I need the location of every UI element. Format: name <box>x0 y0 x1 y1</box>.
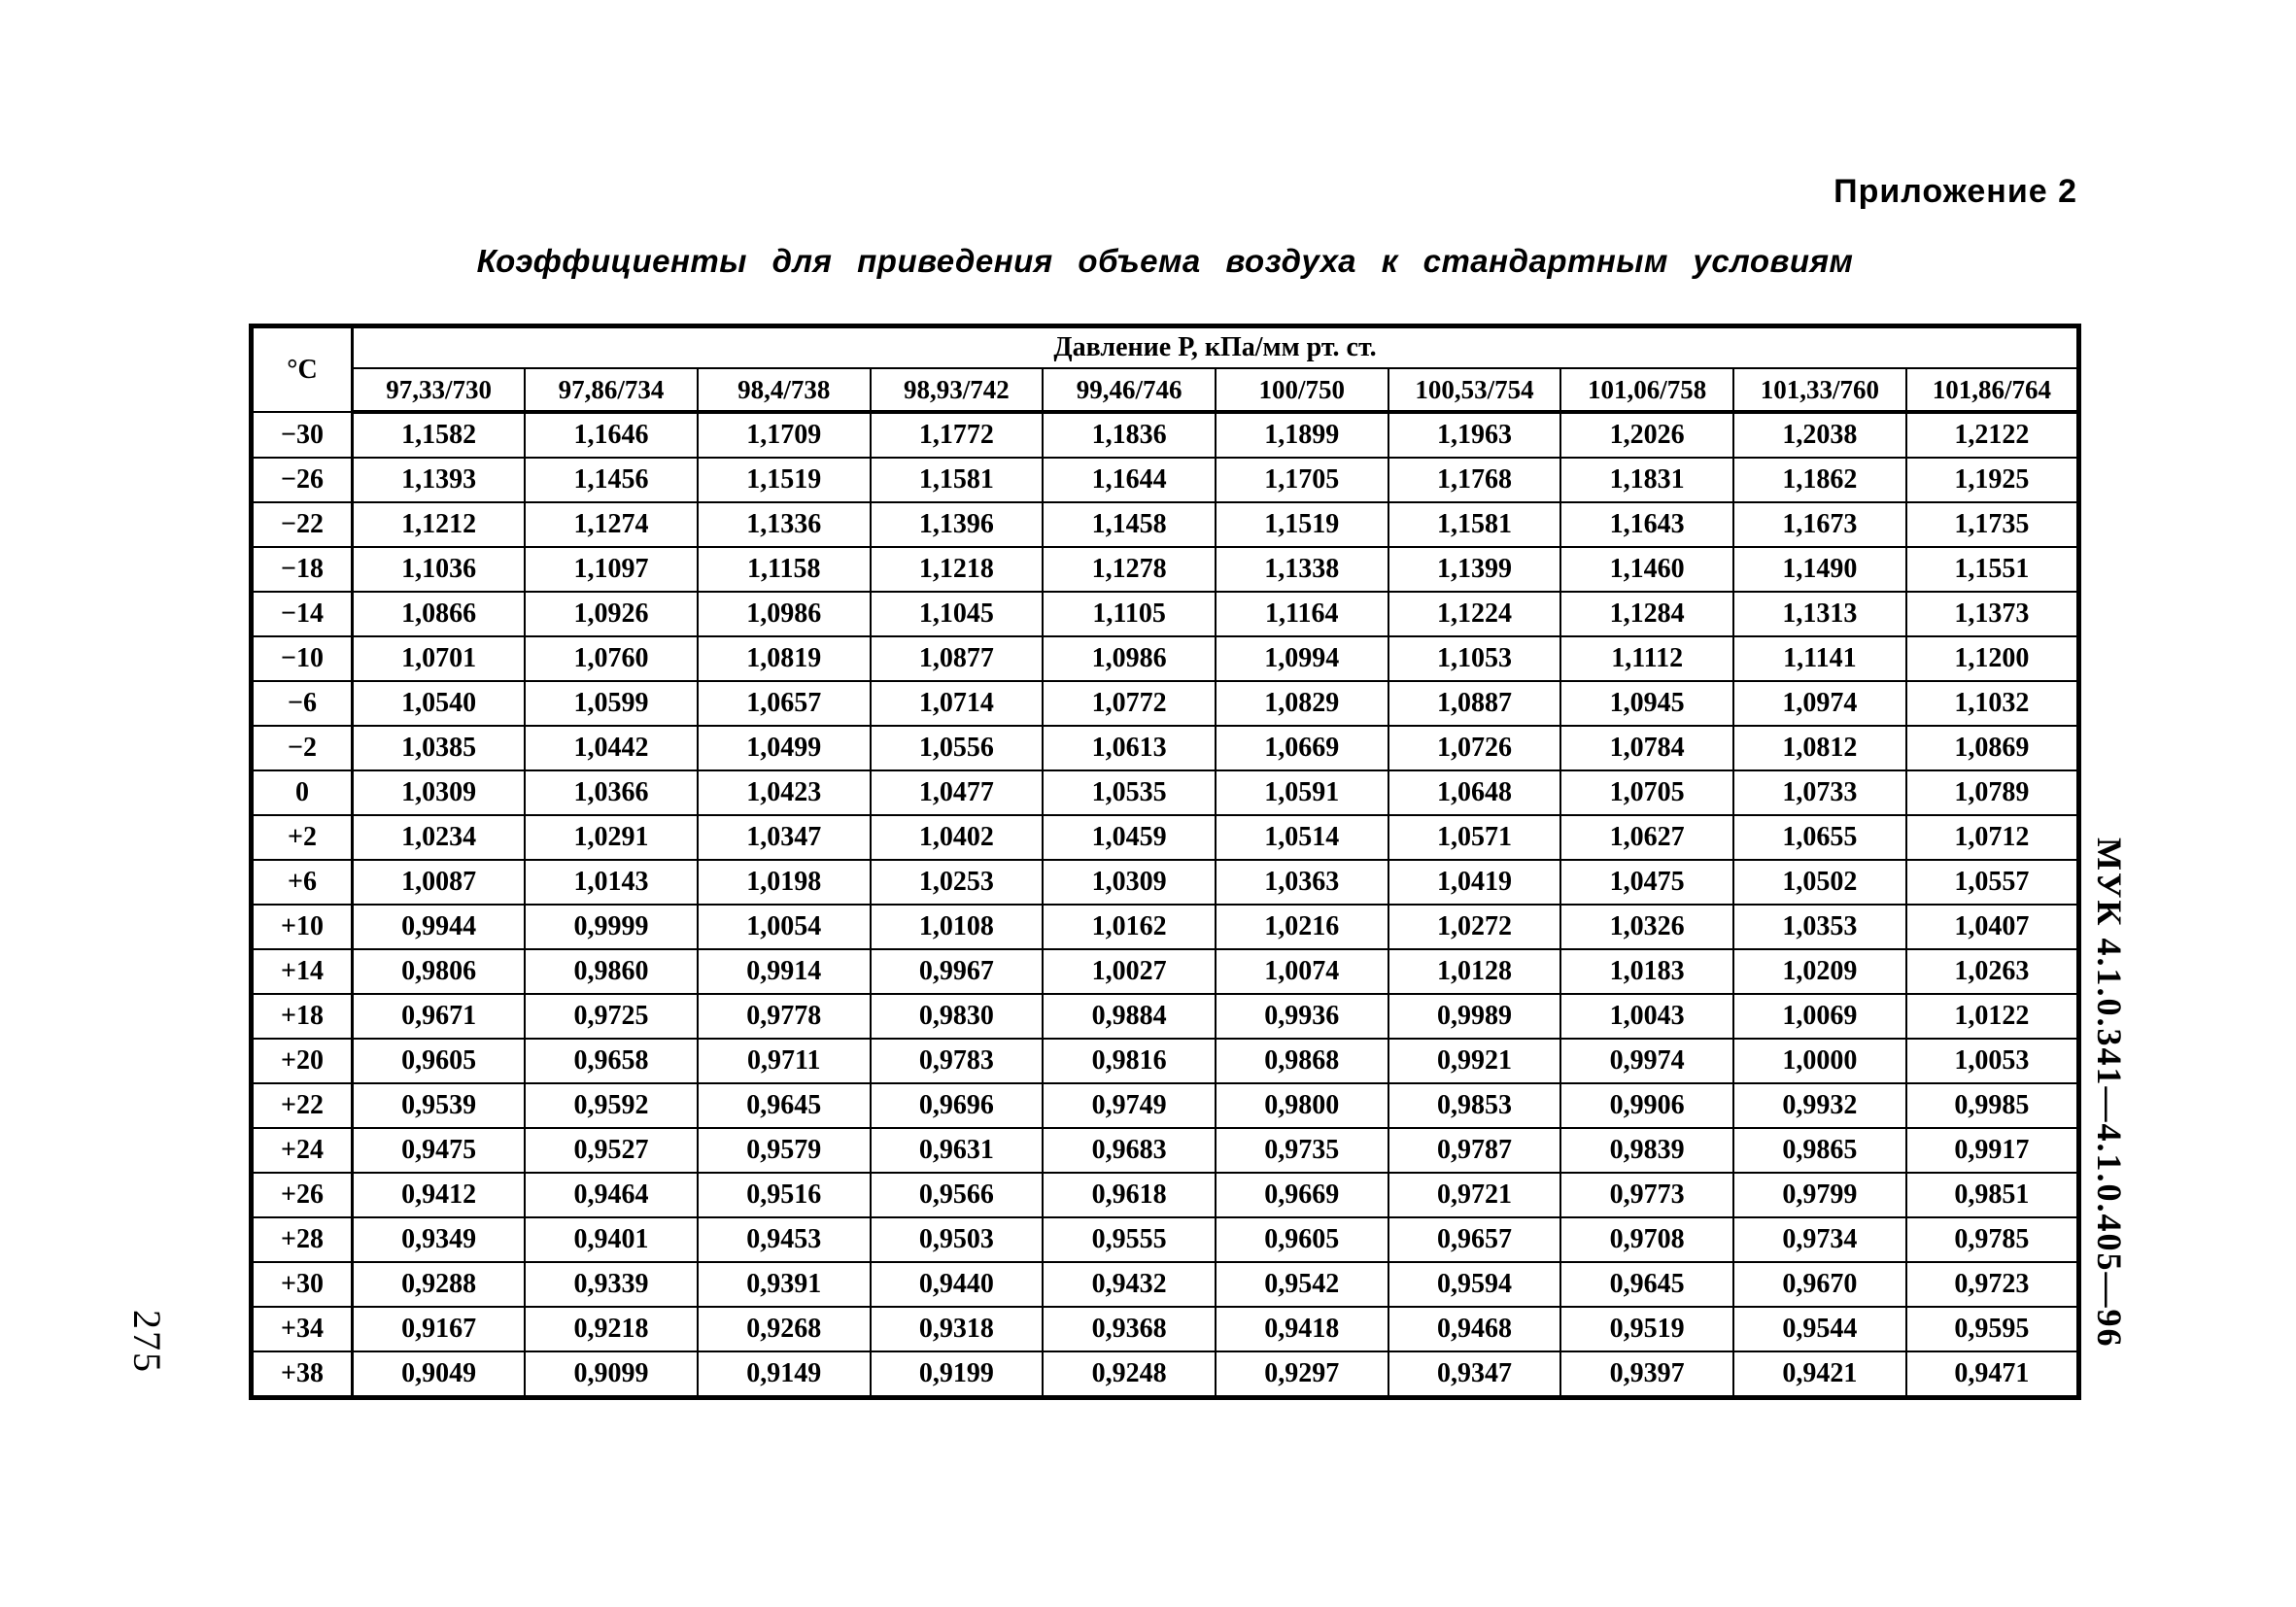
coefficient-cell: 1,0557 <box>1906 860 2079 905</box>
coefficient-cell: 0,9670 <box>1733 1262 1906 1307</box>
coefficient-cell: 1,0655 <box>1733 815 1906 860</box>
coefficient-cell: 0,9989 <box>1388 994 1561 1039</box>
coefficient-cell: 1,1490 <box>1733 547 1906 592</box>
coefficient-cell: 1,0599 <box>525 681 698 726</box>
coefficient-cell: 0,9471 <box>1906 1351 2079 1398</box>
coefficient-cell: 0,9906 <box>1560 1083 1733 1128</box>
coefficient-cell: 0,9816 <box>1043 1039 1216 1083</box>
coefficient-cell: 0,9711 <box>698 1039 871 1083</box>
coefficient-cell: 0,9288 <box>353 1262 526 1307</box>
temperature-cell: −2 <box>252 726 353 770</box>
table-row <box>252 1128 2079 1173</box>
coefficient-cell: 1,0714 <box>871 681 1044 726</box>
coefficient-cell: 0,9566 <box>871 1173 1044 1217</box>
coefficient-cell: 0,9218 <box>525 1307 698 1351</box>
coefficient-cell: 0,9595 <box>1906 1307 2079 1351</box>
pressure-column-header: 99,46/746 <box>1043 368 1216 412</box>
coefficient-cell: 1,0216 <box>1216 905 1388 949</box>
table-row <box>252 994 2079 1039</box>
coefficient-cell: 1,1581 <box>871 458 1044 502</box>
table-row <box>252 412 2079 458</box>
coefficient-cell: 1,2122 <box>1906 412 2079 458</box>
coefficient-cell: 0,9800 <box>1216 1083 1388 1128</box>
coefficient-cell: 1,0183 <box>1560 949 1733 994</box>
coefficient-cell: 1,0613 <box>1043 726 1216 770</box>
coefficient-cell: 1,0326 <box>1560 905 1733 949</box>
coefficient-cell: 1,1278 <box>1043 547 1216 592</box>
coefficient-cell: 0,9339 <box>525 1262 698 1307</box>
table-header-columns-row <box>252 368 2079 412</box>
coefficient-cell: 0,9778 <box>698 994 871 1039</box>
document-title: Коэффициенты для приведения объема воздуха к стандартным условиям <box>476 243 1854 279</box>
coefficient-cell: 0,9297 <box>1216 1351 1388 1398</box>
coefficient-cell: 1,1053 <box>1388 636 1561 681</box>
coefficient-cell: 1,0869 <box>1906 726 2079 770</box>
table-row <box>252 592 2079 636</box>
coefficient-cell: 0,9401 <box>525 1217 698 1262</box>
coefficient-cell: 0,9806 <box>353 949 526 994</box>
coefficient-cell: 1,0945 <box>1560 681 1733 726</box>
coefficient-cell: 1,0407 <box>1906 905 2079 949</box>
table-row <box>252 1173 2079 1217</box>
coefficient-cell: 1,1212 <box>353 502 526 547</box>
coefficient-cell: 1,2038 <box>1733 412 1906 458</box>
coefficient-cell: 1,0789 <box>1906 770 2079 815</box>
coefficient-cell: 1,1141 <box>1733 636 1906 681</box>
coefficient-cell: 0,9974 <box>1560 1039 1733 1083</box>
table-row <box>252 815 2079 860</box>
coefficient-cell: 0,9669 <box>1216 1173 1388 1217</box>
coefficient-cell: 1,0347 <box>698 815 871 860</box>
coefficient-cell: 1,0499 <box>698 726 871 770</box>
coefficient-cell: 0,9725 <box>525 994 698 1039</box>
coefficient-cell: 1,0108 <box>871 905 1044 949</box>
doc-code-vertical-label: МУК 4.1.0.341—4.1.0.405—96 <box>2090 838 2129 1349</box>
temperature-cell: +24 <box>252 1128 353 1173</box>
coefficient-cell: 0,9592 <box>525 1083 698 1128</box>
table-row <box>252 1039 2079 1083</box>
coefficient-cell: 1,0402 <box>871 815 1044 860</box>
coefficient-cell: 1,1224 <box>1388 592 1561 636</box>
coefficient-cell: 1,0253 <box>871 860 1044 905</box>
coefficient-cell: 1,1274 <box>525 502 698 547</box>
coefficient-cell: 0,9830 <box>871 994 1044 1039</box>
coefficient-cell: 1,0812 <box>1733 726 1906 770</box>
coefficient-cell: 1,0877 <box>871 636 1044 681</box>
coefficient-cell: 1,0074 <box>1216 949 1388 994</box>
coefficient-cell: 0,9440 <box>871 1262 1044 1307</box>
pressure-column-header: 101,06/758 <box>1560 368 1733 412</box>
coefficient-cell: 1,1045 <box>871 592 1044 636</box>
coefficients-table <box>249 324 2081 1400</box>
pressure-column-header: 98,4/738 <box>698 368 871 412</box>
coefficient-cell: 1,1925 <box>1906 458 2079 502</box>
coefficient-cell: 1,0128 <box>1388 949 1561 994</box>
coefficient-cell: 0,9318 <box>871 1307 1044 1351</box>
coefficient-cell: 1,0069 <box>1733 994 1906 1039</box>
coefficient-cell: 0,9468 <box>1388 1307 1561 1351</box>
coefficient-cell: 0,9368 <box>1043 1307 1216 1351</box>
coefficient-cell: 1,0419 <box>1388 860 1561 905</box>
coefficient-cell: 1,1768 <box>1388 458 1561 502</box>
coefficient-cell: 1,0514 <box>1216 815 1388 860</box>
temperature-cell: −22 <box>252 502 353 547</box>
coefficient-cell: 1,0363 <box>1216 860 1388 905</box>
coefficient-cell: 0,9749 <box>1043 1083 1216 1128</box>
coefficient-cell: 1,1551 <box>1906 547 2079 592</box>
coefficient-cell: 1,0866 <box>353 592 526 636</box>
pressure-column-header: 101,86/764 <box>1906 368 2079 412</box>
coefficient-cell: 0,9658 <box>525 1039 698 1083</box>
coefficient-cell: 0,9944 <box>353 905 526 949</box>
coefficient-cell: 0,9519 <box>1560 1307 1733 1351</box>
coefficient-cell: 1,1313 <box>1733 592 1906 636</box>
temperature-cell: −6 <box>252 681 353 726</box>
pressure-group-header: Давление Р, кПа/мм рт. ст. <box>353 326 2079 369</box>
coefficient-cell: 1,1709 <box>698 412 871 458</box>
coefficient-cell: 1,1158 <box>698 547 871 592</box>
coefficient-cell: 1,0291 <box>525 815 698 860</box>
coefficient-cell: 0,9936 <box>1216 994 1388 1039</box>
coefficient-cell: 0,9248 <box>1043 1351 1216 1398</box>
coefficient-cell: 0,9860 <box>525 949 698 994</box>
temperature-cell: −14 <box>252 592 353 636</box>
table-row <box>252 949 2079 994</box>
coefficient-cell: 1,1836 <box>1043 412 1216 458</box>
coefficient-cell: 1,0053 <box>1906 1039 2079 1083</box>
coefficient-cell: 1,1164 <box>1216 592 1388 636</box>
coefficient-cell: 0,9917 <box>1906 1128 2079 1173</box>
coefficient-cell: 1,1519 <box>1216 502 1388 547</box>
coefficient-cell: 1,0887 <box>1388 681 1561 726</box>
coefficient-cell: 1,1032 <box>1906 681 2079 726</box>
coefficient-cell: 1,1831 <box>1560 458 1733 502</box>
temperature-cell: +26 <box>252 1173 353 1217</box>
coefficient-cell: 0,9932 <box>1733 1083 1906 1128</box>
coefficient-cell: 0,9412 <box>353 1173 526 1217</box>
coefficient-cell: 1,0143 <box>525 860 698 905</box>
table-row <box>252 726 2079 770</box>
coefficient-cell: 0,9421 <box>1733 1351 1906 1398</box>
coefficient-cell: 1,0309 <box>353 770 526 815</box>
coefficient-cell: 1,0475 <box>1560 860 1733 905</box>
coefficient-cell: 1,0819 <box>698 636 871 681</box>
coefficient-cell: 0,9555 <box>1043 1217 1216 1262</box>
table-header-group-row <box>252 326 2079 369</box>
coefficient-cell: 0,9594 <box>1388 1262 1561 1307</box>
coefficient-cell: 0,9723 <box>1906 1262 2079 1307</box>
coefficient-cell: 1,0926 <box>525 592 698 636</box>
temperature-column-header: °С <box>252 326 353 413</box>
coefficient-cell: 0,9199 <box>871 1351 1044 1398</box>
table-row <box>252 905 2079 949</box>
coefficient-cell: 1,0459 <box>1043 815 1216 860</box>
coefficient-cell: 1,0309 <box>1043 860 1216 905</box>
coefficient-cell: 0,9735 <box>1216 1128 1388 1173</box>
temperature-cell: +38 <box>252 1351 353 1398</box>
coefficient-cell: 0,9605 <box>353 1039 526 1083</box>
table-row <box>252 770 2079 815</box>
coefficient-cell: 0,9049 <box>353 1351 526 1398</box>
coefficient-cell: 1,0162 <box>1043 905 1216 949</box>
coefficient-cell: 1,1644 <box>1043 458 1216 502</box>
coefficient-cell: 1,0657 <box>698 681 871 726</box>
coefficient-cell: 0,9391 <box>698 1262 871 1307</box>
table-row <box>252 458 2079 502</box>
temperature-cell: +34 <box>252 1307 353 1351</box>
coefficient-cell: 0,9799 <box>1733 1173 1906 1217</box>
coefficient-cell: 0,9783 <box>871 1039 1044 1083</box>
coefficient-cell: 1,1105 <box>1043 592 1216 636</box>
coefficient-cell: 0,9773 <box>1560 1173 1733 1217</box>
coefficient-cell: 1,1218 <box>871 547 1044 592</box>
coefficient-cell: 0,9631 <box>871 1128 1044 1173</box>
coefficient-cell: 1,0423 <box>698 770 871 815</box>
coefficient-cell: 0,9268 <box>698 1307 871 1351</box>
coefficient-cell: 1,1519 <box>698 458 871 502</box>
coefficient-cell: 0,9149 <box>698 1351 871 1398</box>
coefficient-cell: 0,9503 <box>871 1217 1044 1262</box>
coefficient-cell: 1,0648 <box>1388 770 1561 815</box>
coefficient-cell: 1,0627 <box>1560 815 1733 860</box>
coefficient-cell: 0,9544 <box>1733 1307 1906 1351</box>
pressure-column-header: 101,33/760 <box>1733 368 1906 412</box>
coefficient-cell: 1,0535 <box>1043 770 1216 815</box>
coefficient-cell: 1,1200 <box>1906 636 2079 681</box>
coefficient-cell: 0,9432 <box>1043 1262 1216 1307</box>
coefficient-cell: 0,9347 <box>1388 1351 1561 1398</box>
coefficient-cell: 1,0263 <box>1906 949 2079 994</box>
coefficient-cell: 1,0122 <box>1906 994 2079 1039</box>
table-row <box>252 547 2079 592</box>
coefficient-cell: 0,9397 <box>1560 1351 1733 1398</box>
coefficient-cell: 1,1396 <box>871 502 1044 547</box>
temperature-cell: 0 <box>252 770 353 815</box>
coefficient-cell: 0,9708 <box>1560 1217 1733 1262</box>
coefficient-cell: 0,9721 <box>1388 1173 1561 1217</box>
coefficient-cell: 0,9645 <box>1560 1262 1733 1307</box>
table-row <box>252 1307 2079 1351</box>
table-row <box>252 636 2079 681</box>
coefficient-cell: 1,0556 <box>871 726 1044 770</box>
coefficient-cell: 0,9464 <box>525 1173 698 1217</box>
coefficient-cell: 0,9734 <box>1733 1217 1906 1262</box>
coefficient-cell: 1,1772 <box>871 412 1044 458</box>
coefficient-cell: 1,0502 <box>1733 860 1906 905</box>
appendix-label: Приложение 2 <box>1833 173 2077 210</box>
coefficient-cell: 0,9349 <box>353 1217 526 1262</box>
coefficient-cell: 1,1899 <box>1216 412 1388 458</box>
coefficient-cell: 0,9475 <box>353 1128 526 1173</box>
coefficient-cell: 1,0027 <box>1043 949 1216 994</box>
coefficient-cell: 1,1862 <box>1733 458 1906 502</box>
coefficient-cell: 0,9167 <box>353 1307 526 1351</box>
coefficient-cell: 0,9851 <box>1906 1173 2079 1217</box>
coefficient-cell: 1,0772 <box>1043 681 1216 726</box>
coefficient-cell: 1,1582 <box>353 412 526 458</box>
coefficient-cell: 0,9868 <box>1216 1039 1388 1083</box>
pressure-column-header: 97,86/734 <box>525 368 698 412</box>
coefficient-cell: 0,9967 <box>871 949 1044 994</box>
table-row <box>252 1351 2079 1398</box>
table-row <box>252 1262 2079 1307</box>
coefficient-cell: 1,1112 <box>1560 636 1733 681</box>
coefficient-cell: 1,0087 <box>353 860 526 905</box>
coefficient-cell: 1,1456 <box>525 458 698 502</box>
coefficient-cell: 1,1705 <box>1216 458 1388 502</box>
coefficient-cell: 0,9418 <box>1216 1307 1388 1351</box>
pressure-column-header: 100,53/754 <box>1388 368 1561 412</box>
coefficient-cell: 1,1036 <box>353 547 526 592</box>
coefficient-cell: 1,1735 <box>1906 502 2079 547</box>
coefficient-cell: 1,1338 <box>1216 547 1388 592</box>
coefficient-cell: 1,0760 <box>525 636 698 681</box>
table-row <box>252 502 2079 547</box>
coefficient-cell: 0,9657 <box>1388 1217 1561 1262</box>
temperature-cell: +6 <box>252 860 353 905</box>
coefficient-cell: 1,1399 <box>1388 547 1561 592</box>
coefficient-cell: 1,1673 <box>1733 502 1906 547</box>
coefficient-cell: 1,0974 <box>1733 681 1906 726</box>
temperature-cell: +10 <box>252 905 353 949</box>
coefficient-cell: 1,1458 <box>1043 502 1216 547</box>
page-number: 275 <box>125 1310 169 1374</box>
temperature-cell: −10 <box>252 636 353 681</box>
coefficient-cell: 0,9696 <box>871 1083 1044 1128</box>
temperature-cell: +28 <box>252 1217 353 1262</box>
coefficient-cell: 0,9542 <box>1216 1262 1388 1307</box>
coefficient-cell: 0,9605 <box>1216 1217 1388 1262</box>
coefficient-cell: 1,0540 <box>353 681 526 726</box>
coefficient-cell: 1,0043 <box>1560 994 1733 1039</box>
coefficient-cell: 1,1963 <box>1388 412 1561 458</box>
coefficient-cell: 1,0986 <box>1043 636 1216 681</box>
coefficient-cell: 1,1581 <box>1388 502 1561 547</box>
coefficient-cell: 1,0726 <box>1388 726 1561 770</box>
coefficient-cell: 1,0829 <box>1216 681 1388 726</box>
coefficient-cell: 1,0712 <box>1906 815 2079 860</box>
table-row <box>252 860 2079 905</box>
temperature-cell: −26 <box>252 458 353 502</box>
coefficient-cell: 0,9516 <box>698 1173 871 1217</box>
coefficient-cell: 1,0272 <box>1388 905 1561 949</box>
coefficient-cell: 1,0994 <box>1216 636 1388 681</box>
coefficient-cell: 0,9785 <box>1906 1217 2079 1262</box>
coefficient-cell: 0,9787 <box>1388 1128 1561 1173</box>
table-row <box>252 1083 2079 1128</box>
coefficient-cell: 1,0669 <box>1216 726 1388 770</box>
temperature-cell: −30 <box>252 412 353 458</box>
coefficient-cell: 1,0784 <box>1560 726 1733 770</box>
temperature-cell: +2 <box>252 815 353 860</box>
coefficient-cell: 0,9579 <box>698 1128 871 1173</box>
coefficient-cell: 1,0054 <box>698 905 871 949</box>
coefficient-cell: 1,1460 <box>1560 547 1733 592</box>
pressure-column-header: 98,93/742 <box>871 368 1044 412</box>
coefficient-cell: 1,2026 <box>1560 412 1733 458</box>
coefficient-cell: 0,9453 <box>698 1217 871 1262</box>
table-row <box>252 1217 2079 1262</box>
temperature-cell: −18 <box>252 547 353 592</box>
coefficient-cell: 0,9683 <box>1043 1128 1216 1173</box>
coefficient-cell: 1,0234 <box>353 815 526 860</box>
coefficient-cell: 1,0366 <box>525 770 698 815</box>
coefficient-cell: 0,9853 <box>1388 1083 1561 1128</box>
coefficient-cell: 1,1393 <box>353 458 526 502</box>
coefficient-cell: 1,1643 <box>1560 502 1733 547</box>
pressure-column-header: 97,33/730 <box>353 368 526 412</box>
coefficient-cell: 1,1373 <box>1906 592 2079 636</box>
coefficient-cell: 0,9539 <box>353 1083 526 1128</box>
coefficient-cell: 0,9527 <box>525 1128 698 1173</box>
coefficient-cell: 0,9839 <box>1560 1128 1733 1173</box>
coefficient-cell: 1,0733 <box>1733 770 1906 815</box>
coefficient-cell: 1,0209 <box>1733 949 1906 994</box>
table-row <box>252 681 2079 726</box>
coefficient-cell: 1,0701 <box>353 636 526 681</box>
coefficient-cell: 0,9618 <box>1043 1173 1216 1217</box>
temperature-cell: +30 <box>252 1262 353 1307</box>
coefficient-cell: 1,0477 <box>871 770 1044 815</box>
coefficient-cell: 0,9884 <box>1043 994 1216 1039</box>
pressure-column-header: 100/750 <box>1216 368 1388 412</box>
coefficient-cell: 1,0353 <box>1733 905 1906 949</box>
coefficient-cell: 1,1336 <box>698 502 871 547</box>
temperature-cell: +20 <box>252 1039 353 1083</box>
coefficient-cell: 1,0442 <box>525 726 698 770</box>
coefficient-cell: 1,0986 <box>698 592 871 636</box>
temperature-cell: +22 <box>252 1083 353 1128</box>
coefficient-cell: 0,9865 <box>1733 1128 1906 1173</box>
coefficient-cell: 0,9914 <box>698 949 871 994</box>
coefficient-cell: 1,0198 <box>698 860 871 905</box>
coefficient-cell: 1,0000 <box>1733 1039 1906 1083</box>
table-body <box>252 412 2079 1398</box>
coefficient-cell: 1,0571 <box>1388 815 1561 860</box>
coefficient-cell: 1,1646 <box>525 412 698 458</box>
coefficient-cell: 1,1284 <box>1560 592 1733 636</box>
coefficient-cell: 0,9099 <box>525 1351 698 1398</box>
coefficient-cell: 0,9921 <box>1388 1039 1561 1083</box>
coefficient-cell: 1,0385 <box>353 726 526 770</box>
coefficient-cell: 1,0705 <box>1560 770 1733 815</box>
coefficient-cell: 1,1097 <box>525 547 698 592</box>
temperature-cell: +18 <box>252 994 353 1039</box>
coefficient-cell: 0,9985 <box>1906 1083 2079 1128</box>
coefficient-cell: 0,9671 <box>353 994 526 1039</box>
temperature-cell: +14 <box>252 949 353 994</box>
coefficient-cell: 0,9645 <box>698 1083 871 1128</box>
coefficient-cell: 1,0591 <box>1216 770 1388 815</box>
coefficient-cell: 0,9999 <box>525 905 698 949</box>
